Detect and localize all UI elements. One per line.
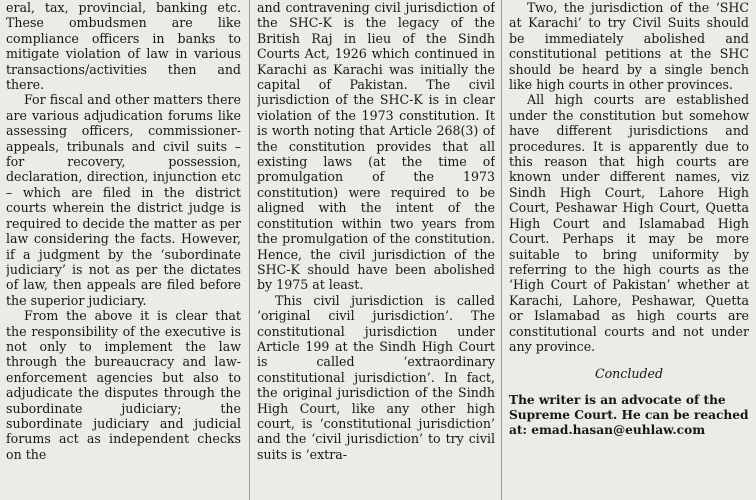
- column-divider: [249, 0, 250, 500]
- paragraph: Two, the jurisdiction of the ‘SHC at Karachi’ to try Civil Suits should be immediately abolished and constitutional petitions at the SHC should be heard by a single bench like high courts in other provinces.: [509, 0, 749, 93]
- paragraph: For fiscal and other matters there are various adjudication forums like assessing officers, commissioner-appeals, tribunals and civil suits – for recovery, possession, declaration, direction, injunction etc – which are filed in the district courts wherein the district judge is required to decide the matter as per law considering the facts. However, if a judgment by the ‘subordinate judiciary’ is not as per the dictates of law, then appeals are filed before the superior judiciary.: [6, 92, 241, 308]
- article-column-2: [257, 0, 495, 500]
- column-divider: [501, 0, 502, 500]
- paragraph: From the above it is clear that the responsibility of the executive is not only to implement the law through the bureaucracy and law-enforcement agencies but also to adjudicate the disputes through the subordinate judiciary; the subordinate judiciary and judicial forums act as independent checks on the: [6, 308, 241, 462]
- paragraph: eral, tax, provincial, banking etc. These ombudsmen are like compliance officers in banks to mitigate violation of law in various transactions/activities then and there.: [6, 0, 241, 93]
- paragraph: This civil jurisdiction is called ‘original civil jurisdiction’. The constitutional jurisdiction under Article 199 at the Sindh High Court is called ‘extraordinary constitutional jurisdiction’. In fact, the original jurisdiction of the Sindh High Court, like any other high court, is ‘constitutional jurisdiction’ and the ‘civil jurisdiction’ to try civil suits is ‘extra-: [257, 292, 495, 462]
- author-bio: The writer is an advocate of the Supreme Court. He can be reached at: emad.hasan@euhlaw.com: [509, 393, 749, 438]
- article-column-1: [6, 0, 241, 500]
- paragraph: and contravening civil jurisdiction of the SHC-K is the legacy of the British Raj in lieu of the Sindh Courts Act, 1926 which continued in Karachi as Karachi was initially the capital of Pakistan. The civil jurisdiction of the SHC-K is in clear violation of the 1973 constitution. It is worth noting that Article 268(3) of the constitution provides that all existing laws (at the time of promulgation of the 1973 constitution) were required to be aligned with the intent of the constitution within two years from the promulgation of the constitution. Hence, the civil jurisdiction of the SHC-K should have been abolished by 1975 at least.: [257, 0, 495, 293]
- article-column-3: [509, 0, 749, 500]
- paragraph: All high courts are established under the constitution but somehow have different jurisdictions and procedures. It is apparently due to this reason that high courts are known under different names, viz Sindh High Court, Lahore High Court, Peshawar High Court, Quetta High Court and Islamabad High Court. Perhaps it may be more suitable to bring uniformity by referring to the high courts as the ‘High Court of Pakistan’ whether at Karachi, Lahore, Peshawar, Quetta or Islamabad as high courts are constitutional courts and not under any province.: [509, 92, 749, 354]
- concluded-label: Concluded: [594, 366, 664, 382]
